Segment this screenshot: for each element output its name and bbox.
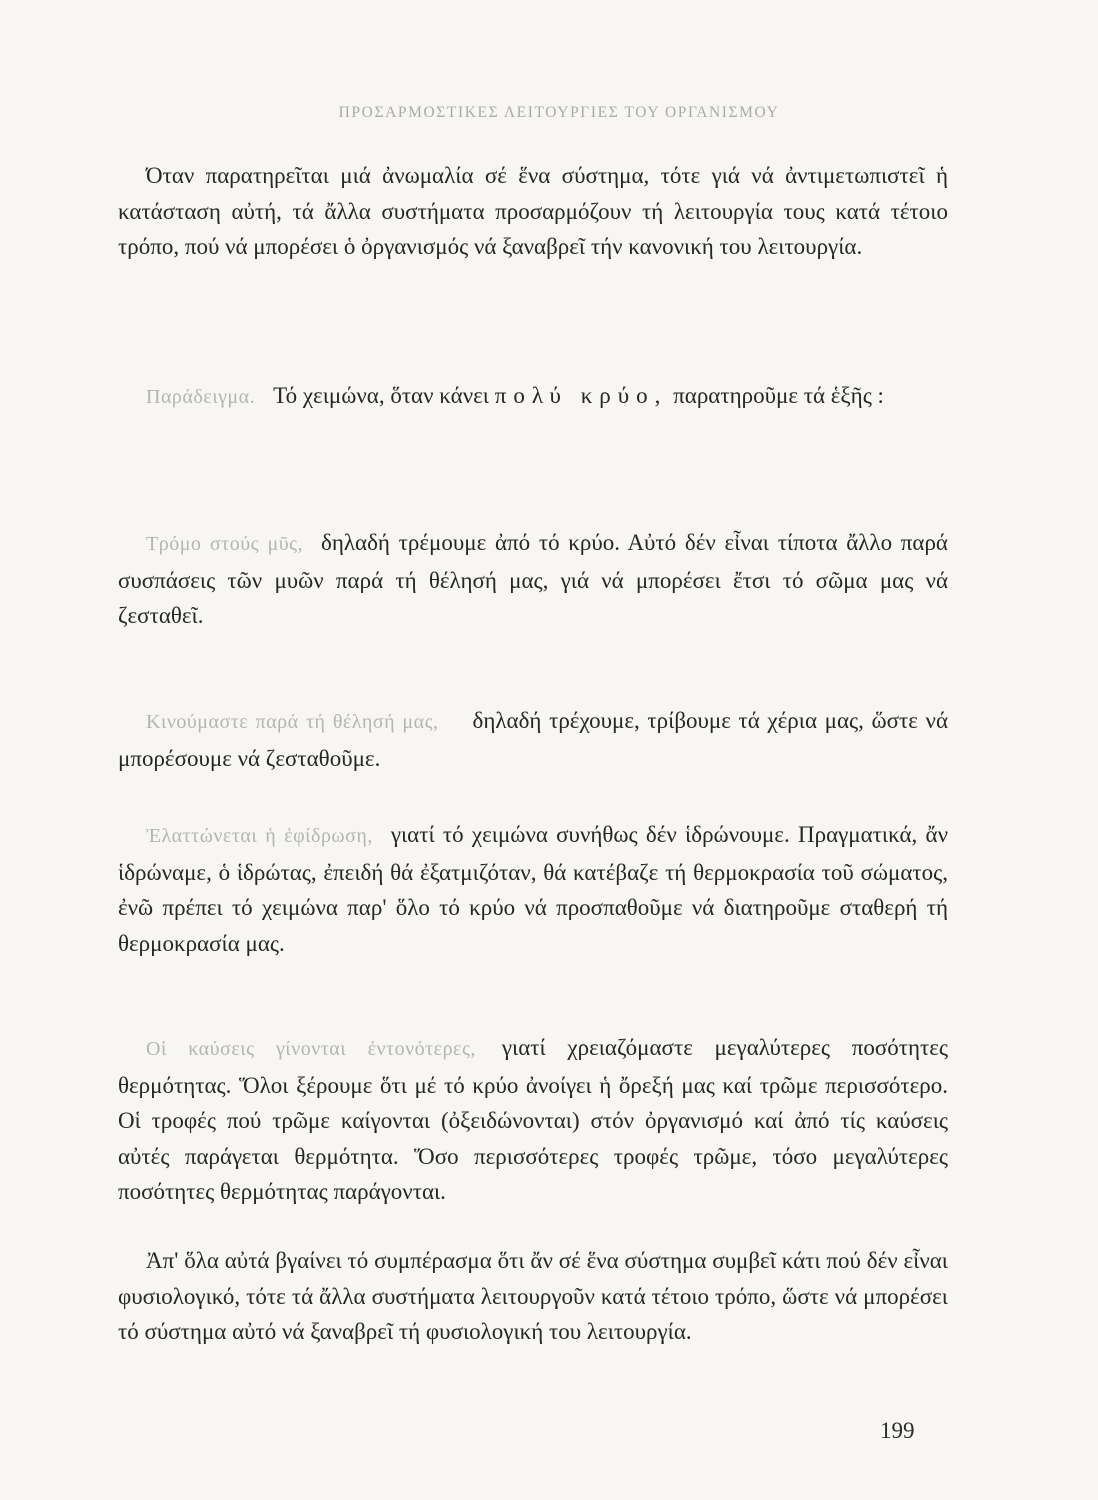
- conclusion-text: Ἀπ' ὅλα αὐτά βγαίνει τό συμπέρασμα ὅτι ἄν σέ ἕνα σύστημα συμβεῖ κάτι πού δέν εἶναι φυσιολογικό, τότε τά ἄλλα συστήματα λειτουργοῦν κατά τέτοιο τρόπο, ὥστε νά μπορέσει τό σύστημα αὐτό νά ξαναβρεῖ τή φυσιολογική του λειτουργία.: [118, 1248, 948, 1344]
- example-heading: Παράδειγμα.: [146, 386, 256, 408]
- example-text-before: Τό χειμώνα, ὅταν κάνει: [273, 383, 489, 408]
- example-paragraph: [118, 378, 948, 416]
- section-heading: Τρόμο στούς μῦς,: [146, 533, 304, 555]
- intro-text: Όταν παρατηρεῖται μιά ἀνωμαλία σέ ἕνα σύστημα, τότε γιά νά ἀντιμετωπιστεῖ ἡ κατάσταση αὐτή, τά ἄλλα συστήματα προσαρμόζουν τή λειτουργία τους κατά τέτοιο τρόπο, πού νά μπορέσει ὁ ὀργανισμός νά ξαναβρεῖ τήν κανονική του λειτουργία.: [118, 163, 948, 259]
- conclusion-paragraph: [118, 1243, 948, 1350]
- section-text: δηλαδή τρέμουμε ἀπό τό κρύο. Αὐτό δέν εἶναι τίποτα ἄλλο παρά συσπάσεις τῶν μυῶν παρά τή θέλησή μας, γιά νά μπορέσει ἔτσι τό σῶμα μας νά ζεσταθεῖ.: [118, 530, 948, 628]
- running-header: ΠΡΟΣΑΡΜΟΣΤΙΚΕΣ ΛΕΙΤΟΥΡΓΙΕΣ ΤΟΥ ΟΡΓΑΝΙΣΜΟΥ: [338, 104, 780, 121]
- section-heading: Ἐλαττώνεται ἡ ἐφίδρωση,: [146, 825, 373, 847]
- section-text: δηλαδή τρέχουμε, τρίβουμε τά χέρια μας, ὥστε νά μπορέσουμε νά ζεσταθοῦμε.: [118, 708, 948, 771]
- section-paragraph: [118, 525, 948, 634]
- section-heading: Κινούμαστε παρά τή θέλησή μας,: [146, 711, 439, 733]
- section-paragraph: [118, 1030, 948, 1210]
- example-text-after: παρατηροῦμε τά ἑξῆς :: [673, 383, 884, 408]
- section-paragraph: [118, 703, 948, 776]
- section-heading: Οἱ καύσεις γίνονται ἐντονότερες,: [146, 1038, 476, 1060]
- page-number: 199: [880, 1418, 915, 1443]
- section-paragraph: [118, 817, 948, 961]
- example-emphasis: πολύ κρύο,: [494, 383, 668, 408]
- section-text: γιατί χρειαζόμαστε μεγαλύτερες ποσότητες θερμότητας. Ὅλοι ξέρουμε ὅτι μέ τό κρύο ἀνοίγει ἡ ὄρεξή μας καί τρῶμε περισσότερο. Οἱ τροφές πού τρῶμε καίγονται (ὀξειδώνονται) στόν ὀργανισμό καί ἀπό τίς καύσεις αὐτές παράγεται θερμότητα. Ὅσο περισσότερες τροφές τρῶμε, τόσο μεγαλύτερες ποσότητες θερμότητας παράγονται.: [118, 1035, 948, 1204]
- intro-paragraph: [118, 158, 948, 265]
- section-text: γιατί τό χειμώνα συνήθως δέν ἱδρώνουμε. Πραγματικά, ἄν ἱδρώναμε, ὁ ἱδρώτας, ἐπειδή θά ἐξατμιζόταν, θά κατέβαζε τή θερμοκρασία τοῦ σώματος, ἐνῶ πρέπει τό χειμώνα παρ' ὅλο τό κρύο νά προσπαθοῦμε νά διατηροῦμε σταθερή τή θερμοκρασία μας.: [118, 822, 948, 956]
